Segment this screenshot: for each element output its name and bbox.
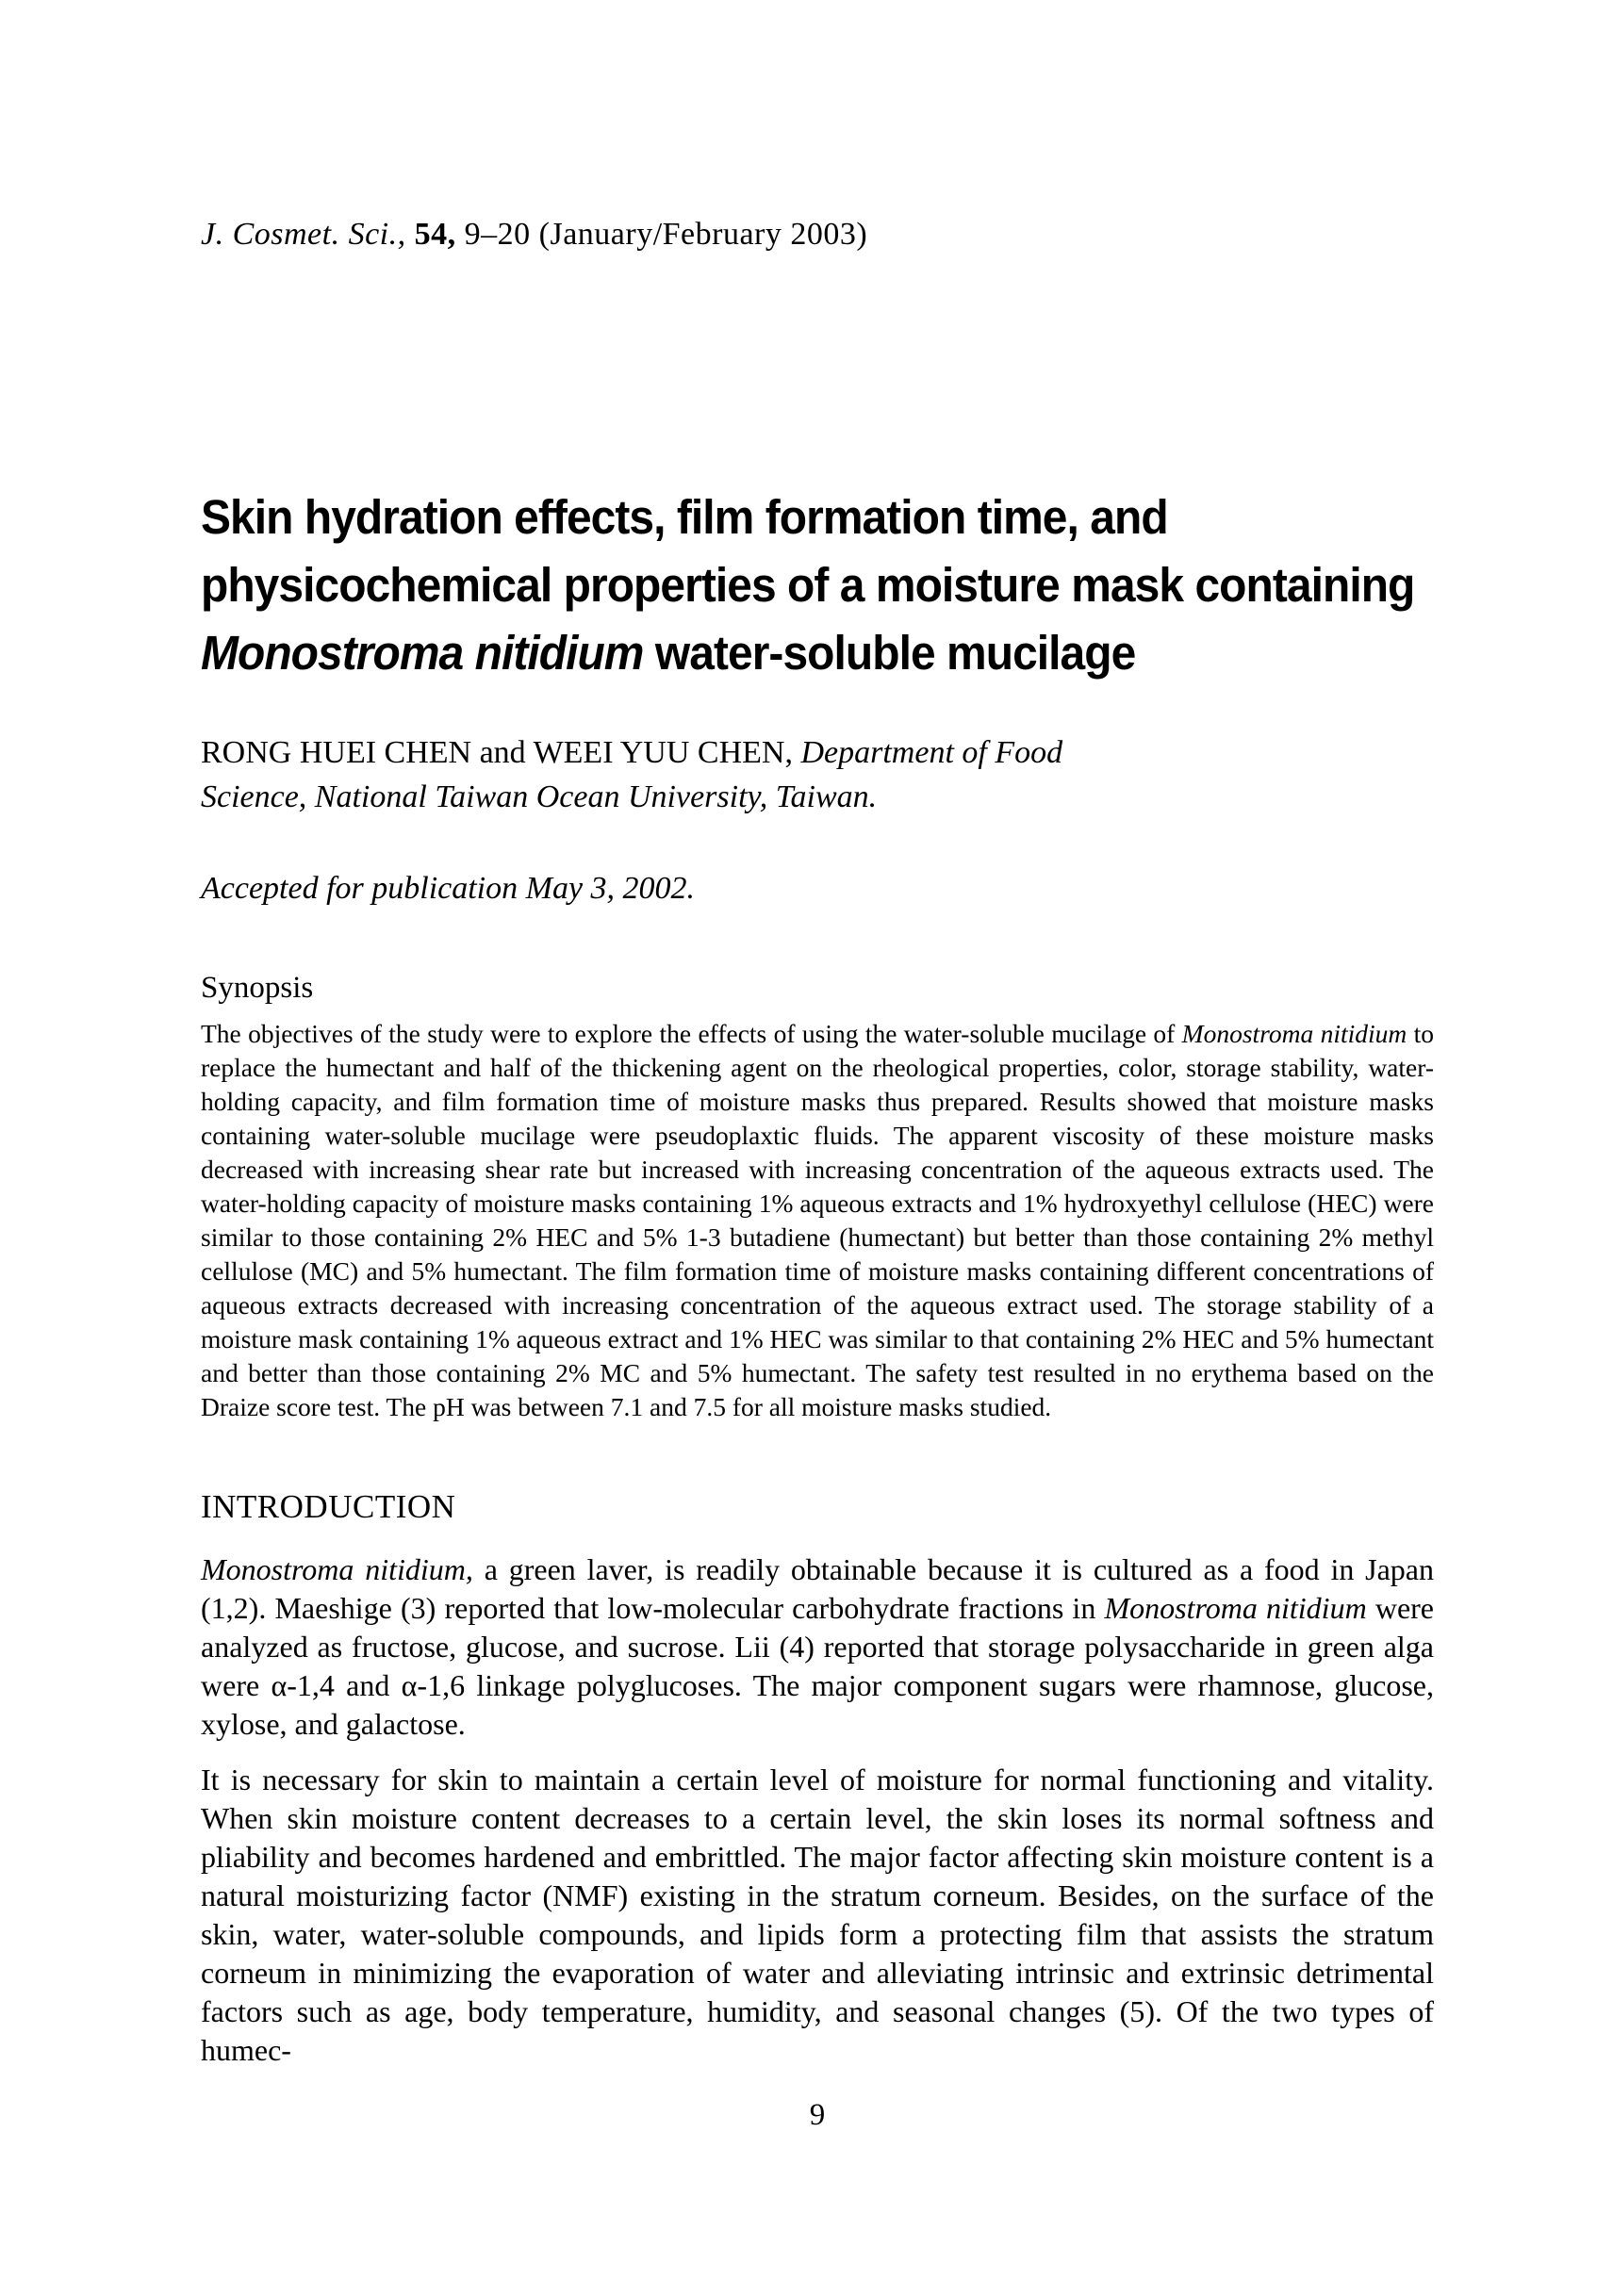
introduction-heading: INTRODUCTION <box>201 1488 456 1525</box>
authors-affiliation <box>201 730 1434 819</box>
journal-citation: J. Cosmet. Sci., 54, 9–20 (January/February 2003) <box>201 217 868 252</box>
introduction-paragraph-2: It is necessary for skin to maintain a certain level of moisture for normal functioning and vitality. When skin moisture content decreases to a certain level, the skin loses its normal softness and pliability and becomes hardened and embrittled. The major factor affecting skin moisture content is a natural moisturizing factor (NMF) existing in the stratum corneum. Besides, on the surface of the skin, water, water-soluble compounds, and lipids form a protecting film that assists the stratum corneum in minimizing the evaporation of water and alleviating intrinsic and extrinsic detrimental factors such as age, body temperature, humidity, and seasonal changes (5). Of the two types of humec- <box>201 1763 1434 2067</box>
article-title <box>201 484 1415 687</box>
synopsis-paragraph: The objectives of the study were to explore the effects of using the water-soluble mucilage of Monostroma nitidium to replace the humectant and half of the thickening agent on the rheological properties, color, storage stability, water-holding capacity, and film formation time of moisture masks thus prepared. Results showed that moisture masks containing water-soluble mucilage were pseudoplaxtic fluids. The apparent viscosity of these moisture masks decreased with increasing shear rate but increased with increasing concentration of the aqueous extracts used. The water-holding capacity of moisture masks containing 1% aqueous extracts and 1% hydroxyethyl cellulose (HEC) were similar to those containing 2% HEC and 5% 1-3 butadiene (humectant) but better than those containing 2% methyl cellulose (MC) and 5% humectant. The film formation time of moisture masks containing different concentrations of aqueous extracts decreased with increasing concentration of the aqueous extract used. The storage stability of a moisture mask containing 1% aqueous extract and 1% HEC was similar to that containing 2% HEC and 5% humectant and better than those containing 2% MC and 5% humectant. The safety test resulted in no erythema based on the Draize score test. The pH was between 7.1 and 7.5 for all moisture masks studied. <box>201 1019 1435 1421</box>
page-content <box>201 215 1434 2133</box>
page-number: 9 <box>809 2098 826 2132</box>
authors-line-1: RONG HUEI CHEN and WEEI YUU CHEN, Department of Food <box>201 735 1063 770</box>
acceptance-note: Accepted for publication May 3, 2002. <box>201 871 696 906</box>
introduction-paragraph-1: Monostroma nitidium, a green laver, is readily obtainable because it is cultured as a food in Japan (1,2). Maeshige (3) reported that low-molecular carbohydrate fractions in Monostroma nitidium were analyzed as fructose, glucose, and sucrose. Lii (4) reported that storage polysaccharide in green alga were α-1,4 and α-1,6 linkage polyglucoses. The major component sugars were rhamnose, glucose, xylose, and galactose. <box>201 1552 1435 1741</box>
synopsis-heading: Synopsis <box>201 971 314 1005</box>
authors-line-2: Science, National Taiwan Ocean University, Taiwan. <box>201 779 878 814</box>
article-title-line-1: Skin hydration effects, film formation time, and <box>201 490 1168 544</box>
article-title-line-3: Monostroma nitidium water-soluble mucilage <box>201 626 1136 680</box>
article-title-line-2: physicochemical properties of a moisture mask containing <box>201 558 1415 612</box>
